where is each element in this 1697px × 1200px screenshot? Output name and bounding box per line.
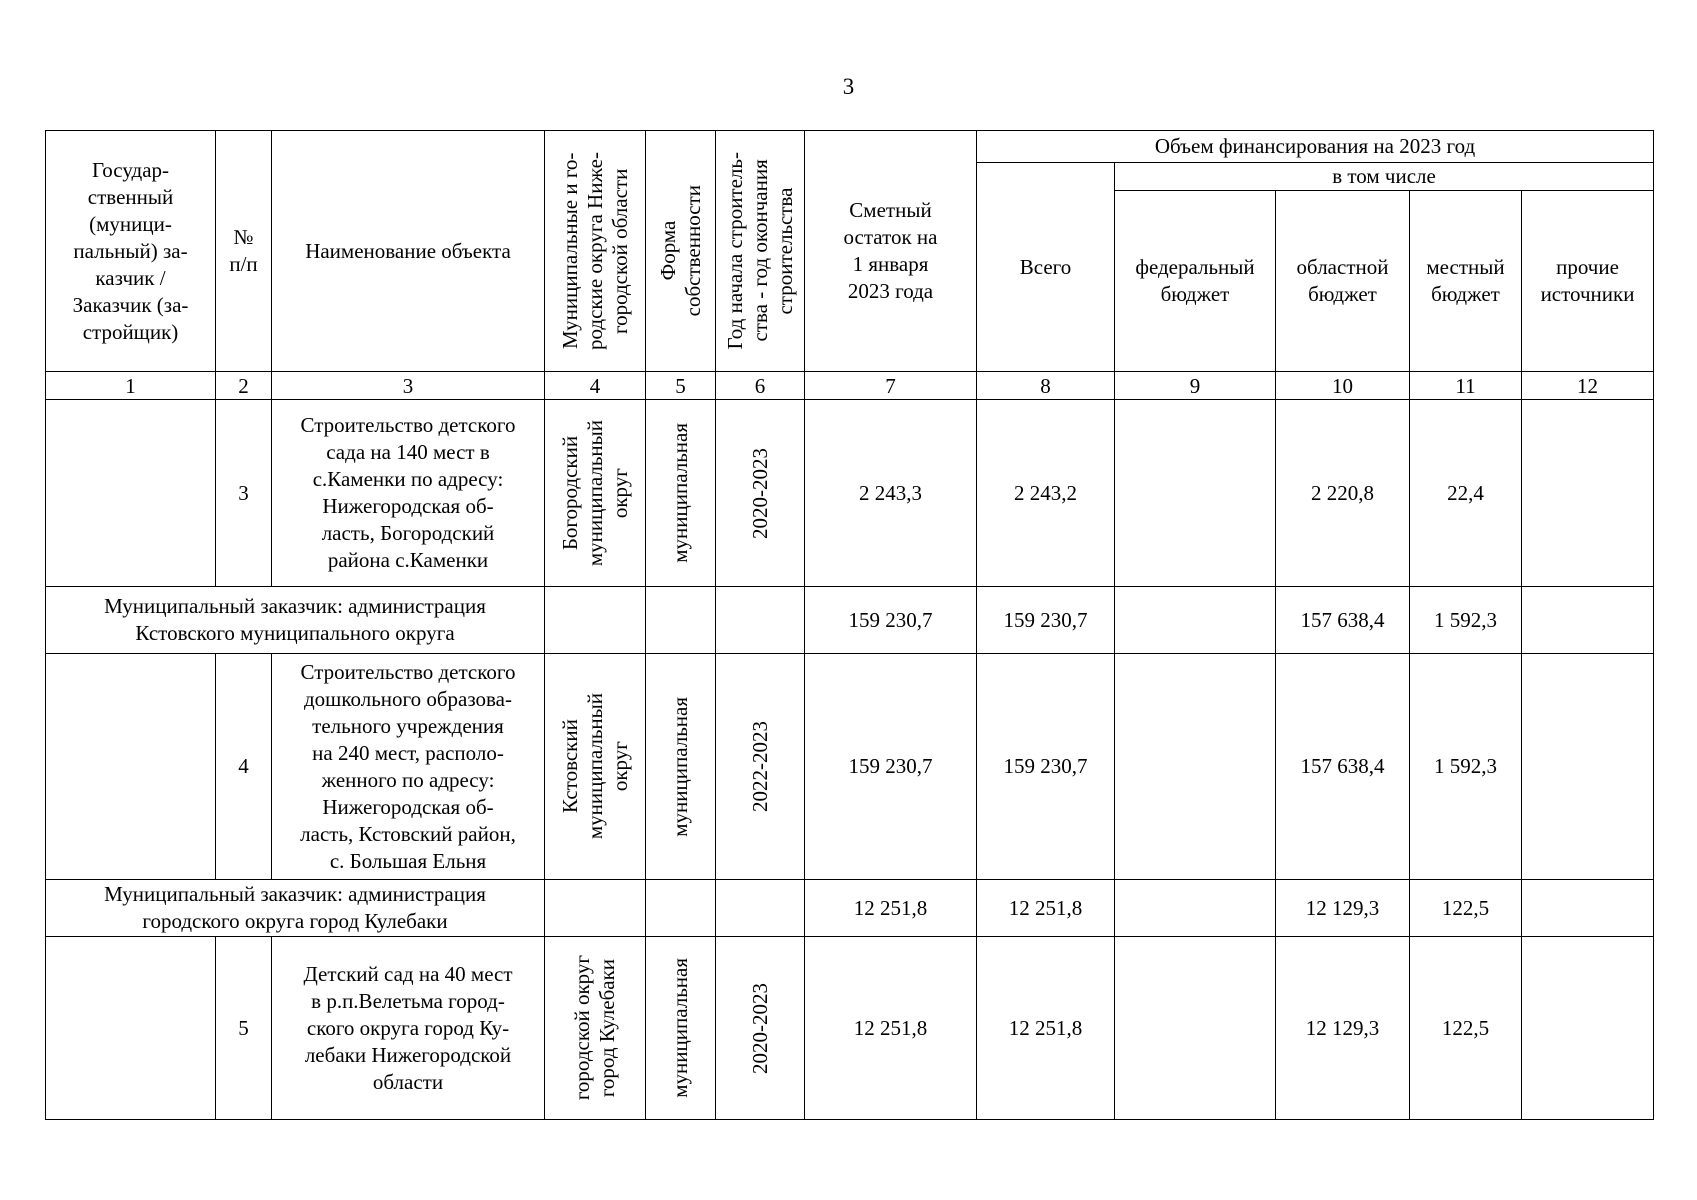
municipality-cell	[545, 654, 646, 880]
table-row	[46, 654, 1654, 880]
table-row	[46, 937, 1654, 1120]
total-value: 159 230,7	[977, 587, 1115, 654]
header-federal: федеральный бюджет	[1115, 191, 1276, 372]
column-number: 1	[46, 372, 216, 400]
header-total: Всего	[977, 163, 1115, 372]
other-value	[1522, 937, 1654, 1120]
local-value: 122,5	[1410, 880, 1522, 937]
row-num: 3	[216, 400, 272, 587]
financing-table	[45, 130, 1654, 1120]
object-name: Детский сад на 40 мест в р.п.Велетьма город- ского округа город Ку- лебаки Нижегородской области	[272, 937, 545, 1120]
header-including: в том числе	[1115, 163, 1654, 191]
estimate-value: 12 251,8	[805, 937, 977, 1120]
customer-cell-empty	[46, 400, 216, 587]
estimate-value: 159 230,7	[805, 587, 977, 654]
column-number: 9	[1115, 372, 1276, 400]
estimate-value: 2 243,3	[805, 400, 977, 587]
years: 2020-2023	[747, 982, 772, 1074]
header-row-1	[46, 131, 1654, 163]
total-value: 2 243,2	[977, 400, 1115, 587]
local-value: 1 592,3	[1410, 587, 1522, 654]
local-value: 122,5	[1410, 937, 1522, 1120]
regional-value: 12 129,3	[1276, 880, 1410, 937]
federal-value	[1115, 937, 1276, 1120]
regional-value: 12 129,3	[1276, 937, 1410, 1120]
customer-name: Муниципальный заказчик: администрация Кстовского муниципального округа	[46, 587, 545, 654]
column-number: 10	[1276, 372, 1410, 400]
customer-cell-empty	[46, 937, 216, 1120]
local-value: 22,4	[1410, 400, 1522, 587]
years: 2020-2023	[747, 447, 772, 539]
column-numbers-row	[46, 372, 1654, 400]
header-years: Год начала строитель- ства - год окончания строительства	[722, 152, 797, 350]
column-number: 6	[716, 372, 805, 400]
empty-cell	[716, 587, 805, 654]
federal-value	[1115, 400, 1276, 587]
estimate-value: 159 230,7	[805, 654, 977, 880]
object-name: Строительство детского сада на 140 мест в с.Каменки по адресу: Нижегородская об- ласть, Богородский района с.Каменки	[272, 400, 545, 587]
total-value: 12 251,8	[977, 880, 1115, 937]
other-value	[1522, 880, 1654, 937]
column-number: 5	[646, 372, 716, 400]
regional-value: 157 638,4	[1276, 654, 1410, 880]
table-row	[46, 587, 1654, 654]
years-cell	[716, 400, 805, 587]
total-value: 12 251,8	[977, 937, 1115, 1120]
ownership-cell	[646, 937, 716, 1120]
municipality-cell	[545, 400, 646, 587]
federal-value	[1115, 654, 1276, 880]
estimate-value: 12 251,8	[805, 880, 977, 937]
column-number: 4	[545, 372, 646, 400]
empty-cell	[716, 880, 805, 937]
years: 2022-2023	[747, 721, 772, 812]
header-years-cell	[716, 131, 805, 372]
row-num: 5	[216, 937, 272, 1120]
municipality: городской округ город Кулебаки	[570, 955, 619, 1101]
column-number: 11	[1410, 372, 1522, 400]
years-cell	[716, 654, 805, 880]
column-number: 2	[216, 372, 272, 400]
header-customer: Государ- ственный (муници- пальный) за- казчик / Заказчик (за- стройщик)	[46, 131, 216, 372]
column-number: 3	[272, 372, 545, 400]
object-name: Строительство детского дошкольного образова- тельного учреждения на 240 мест, располо- женного по адресу: Нижегородская об- ласть, Кстовский район, с. Большая Ельня	[272, 654, 545, 880]
empty-cell	[646, 880, 716, 937]
header-ownership: Форма собственности	[655, 185, 705, 317]
header-municipality-cell	[545, 131, 646, 372]
header-estimate: Сметный остаток на 1 января 2023 года	[805, 131, 977, 372]
table-row	[46, 880, 1654, 937]
municipality: Кстовский муниципальный округ	[557, 693, 632, 840]
header-local: местный бюджет	[1410, 191, 1522, 372]
regional-value: 157 638,4	[1276, 587, 1410, 654]
other-value	[1522, 587, 1654, 654]
ownership-cell	[646, 400, 716, 587]
other-value	[1522, 654, 1654, 880]
total-value: 159 230,7	[977, 654, 1115, 880]
header-num: № п/п	[216, 131, 272, 372]
empty-cell	[545, 880, 646, 937]
column-number: 12	[1522, 372, 1654, 400]
customer-name: Муниципальный заказчик: администрация городского округа город Кулебаки	[46, 880, 545, 937]
municipality: Богородский муниципальный округ	[557, 419, 632, 567]
header-regional: областной бюджет	[1276, 191, 1410, 372]
ownership: муниципальная	[668, 423, 692, 563]
years-cell	[716, 937, 805, 1120]
federal-value	[1115, 587, 1276, 654]
table-row	[46, 400, 1654, 587]
local-value: 1 592,3	[1410, 654, 1522, 880]
column-number: 7	[805, 372, 977, 400]
empty-cell	[545, 587, 646, 654]
municipality-cell	[545, 937, 646, 1120]
header-municipality: Муниципальные и го- родские округа Ниже- городской области	[557, 152, 632, 350]
ownership-cell	[646, 654, 716, 880]
ownership: муниципальная	[668, 958, 692, 1098]
header-other: прочие источники	[1522, 191, 1654, 372]
federal-value	[1115, 880, 1276, 937]
header-ownership-cell	[646, 131, 716, 372]
regional-value: 2 220,8	[1276, 400, 1410, 587]
empty-cell	[646, 587, 716, 654]
header-funding: Объем финансирования на 2023 год	[977, 131, 1654, 163]
page-number: 3	[842, 74, 855, 99]
other-value	[1522, 400, 1654, 587]
ownership: муниципальная	[668, 696, 692, 837]
row-num: 4	[216, 654, 272, 880]
customer-cell-empty	[46, 654, 216, 880]
column-number: 8	[977, 372, 1115, 400]
header-object-name: Наименование объекта	[272, 131, 545, 372]
